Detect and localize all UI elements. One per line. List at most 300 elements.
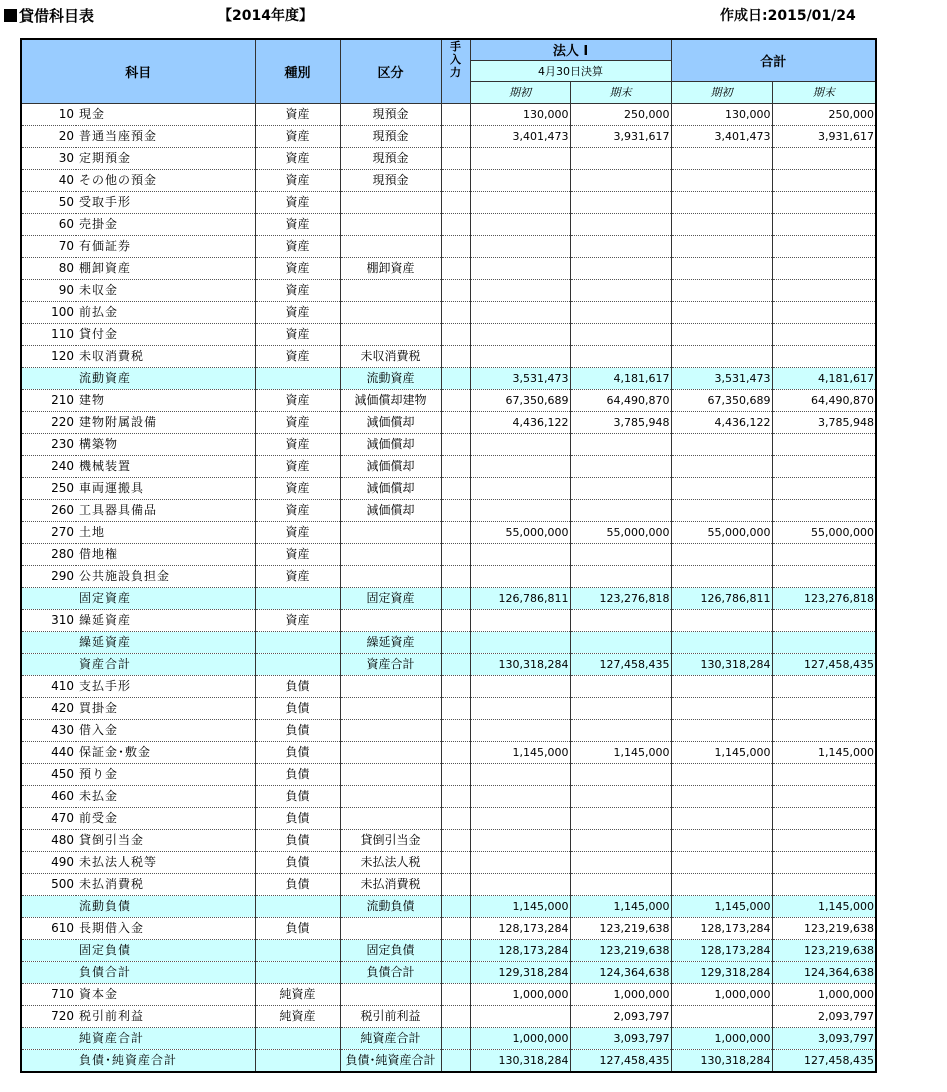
total-begin-value [671, 433, 772, 455]
table-row [21, 983, 876, 1005]
manual-input-cell[interactable] [441, 675, 470, 697]
corp-end-value [570, 829, 671, 851]
corp-end-value: 1,000,000 [570, 983, 671, 1005]
account-category: 未払法人税 [340, 851, 441, 873]
total-end-value [772, 301, 876, 323]
total-end-value [772, 631, 876, 653]
corp-begin-value [470, 785, 570, 807]
manual-input-cell[interactable] [441, 103, 470, 125]
manual-input-cell[interactable] [441, 917, 470, 939]
corp-begin-value: 1,145,000 [470, 895, 570, 917]
corp-begin-value: 55,000,000 [470, 521, 570, 543]
account-name: 固定負債 [76, 939, 255, 961]
total-end-value: 3,931,617 [772, 125, 876, 147]
table-row [21, 191, 876, 213]
total-begin-value [671, 543, 772, 565]
corp-begin-value [470, 455, 570, 477]
col-total-begin: 期初 [671, 81, 772, 103]
account-type: 負債 [255, 785, 340, 807]
table-row [21, 213, 876, 235]
account-type: 資産 [255, 213, 340, 235]
total-begin-value: 1,145,000 [671, 741, 772, 763]
corp-end-value: 1,145,000 [570, 741, 671, 763]
manual-input-cell[interactable] [441, 433, 470, 455]
table-row [21, 829, 876, 851]
manual-input-cell[interactable] [441, 499, 470, 521]
total-end-value: 55,000,000 [772, 521, 876, 543]
total-begin-value [671, 763, 772, 785]
account-code: 240 [21, 455, 76, 477]
account-category [340, 609, 441, 631]
account-category: 固定負債 [340, 939, 441, 961]
account-code: 80 [21, 257, 76, 279]
account-category: 貸倒引当金 [340, 829, 441, 851]
subtotal-row [21, 587, 876, 609]
corp-end-value: 127,458,435 [570, 653, 671, 675]
corp-begin-value [470, 213, 570, 235]
account-name: 土地 [76, 521, 255, 543]
manual-input-cell[interactable] [441, 301, 470, 323]
account-category: 繰延資産 [340, 631, 441, 653]
manual-input-cell[interactable] [441, 631, 470, 653]
col-end: 期末 [570, 81, 671, 103]
total-begin-value: 129,318,284 [671, 961, 772, 983]
total-end-value [772, 455, 876, 477]
total-begin-value [671, 807, 772, 829]
account-type: 負債 [255, 851, 340, 873]
corp-end-value: 3,785,948 [570, 411, 671, 433]
account-name: 未払法人税等 [76, 851, 255, 873]
account-category [340, 213, 441, 235]
account-name: 資本金 [76, 983, 255, 1005]
total-end-value [772, 565, 876, 587]
account-name: 税引前利益 [76, 1005, 255, 1027]
table-row [21, 103, 876, 125]
corp-begin-value: 1,000,000 [470, 983, 570, 1005]
total-end-value: 123,219,638 [772, 917, 876, 939]
total-begin-value [671, 631, 772, 653]
account-name: 繰延資産 [76, 631, 255, 653]
account-code [21, 1027, 76, 1049]
total-end-value [772, 235, 876, 257]
table-row [21, 257, 876, 279]
total-end-value [772, 147, 876, 169]
account-type: 資産 [255, 609, 340, 631]
account-type [255, 1027, 340, 1049]
corp-begin-value [470, 147, 570, 169]
corp-end-value [570, 235, 671, 257]
account-category [340, 697, 441, 719]
corp-end-value: 123,219,638 [570, 917, 671, 939]
total-begin-value: 1,000,000 [671, 1027, 772, 1049]
account-type: 純資産 [255, 1005, 340, 1027]
subtotal-row [21, 895, 876, 917]
account-category [340, 785, 441, 807]
account-category: 負債･純資産合計 [340, 1049, 441, 1072]
account-category: 減価償却 [340, 477, 441, 499]
account-code: 260 [21, 499, 76, 521]
account-category: 減価償却 [340, 499, 441, 521]
total-begin-value [671, 345, 772, 367]
corp-end-value: 2,093,797 [570, 1005, 671, 1027]
corp-begin-value: 1,145,000 [470, 741, 570, 763]
manual-input-cell[interactable] [441, 873, 470, 895]
manual-input-cell[interactable] [441, 235, 470, 257]
corp-begin-value [470, 433, 570, 455]
corp-begin-value [470, 235, 570, 257]
total-end-value [772, 191, 876, 213]
account-category [340, 543, 441, 565]
total-begin-value [671, 455, 772, 477]
account-name: 建物 [76, 389, 255, 411]
total-begin-value [671, 851, 772, 873]
account-name: 有価証券 [76, 235, 255, 257]
col-settlement: 4月30日決算 [470, 60, 671, 81]
total-end-value [772, 279, 876, 301]
account-category: 減価償却 [340, 433, 441, 455]
account-category: 流動資産 [340, 367, 441, 389]
corp-begin-value [470, 807, 570, 829]
account-name: 車両運搬具 [76, 477, 255, 499]
account-name: 未払消費税 [76, 873, 255, 895]
account-category: 現預金 [340, 169, 441, 191]
manual-input-cell[interactable] [441, 961, 470, 983]
account-code [21, 1049, 76, 1072]
account-category [340, 565, 441, 587]
total-begin-value [671, 279, 772, 301]
table-row [21, 477, 876, 499]
corp-begin-value [470, 279, 570, 301]
manual-input-cell[interactable] [441, 1027, 470, 1049]
total-end-value [772, 543, 876, 565]
account-name: その他の預金 [76, 169, 255, 191]
total-begin-value [671, 235, 772, 257]
total-begin-value [671, 191, 772, 213]
manual-input-cell[interactable] [441, 411, 470, 433]
corp-end-value [570, 455, 671, 477]
table-row [21, 279, 876, 301]
corp-begin-value [470, 543, 570, 565]
table-row [21, 785, 876, 807]
table-row [21, 499, 876, 521]
total-begin-value: 1,145,000 [671, 895, 772, 917]
total-begin-value [671, 169, 772, 191]
account-code: 610 [21, 917, 76, 939]
table-row [21, 917, 876, 939]
account-name: 未払金 [76, 785, 255, 807]
account-type: 資産 [255, 433, 340, 455]
account-type: 負債 [255, 807, 340, 829]
account-type: 資産 [255, 323, 340, 345]
corp-begin-value: 67,350,689 [470, 389, 570, 411]
corp-end-value [570, 807, 671, 829]
corp-end-value: 1,145,000 [570, 895, 671, 917]
total-begin-value [671, 675, 772, 697]
manual-input-cell[interactable] [441, 719, 470, 741]
corp-begin-value: 128,173,284 [470, 939, 570, 961]
manual-input-cell[interactable] [441, 455, 470, 477]
account-type [255, 367, 340, 389]
subtotal-row [21, 961, 876, 983]
table-row [21, 323, 876, 345]
account-code: 490 [21, 851, 76, 873]
total-end-value: 250,000 [772, 103, 876, 125]
manual-input-cell[interactable] [441, 389, 470, 411]
account-code: 440 [21, 741, 76, 763]
account-category [340, 763, 441, 785]
account-code: 90 [21, 279, 76, 301]
account-category: 現預金 [340, 103, 441, 125]
table-row [21, 565, 876, 587]
manual-input-cell[interactable] [441, 609, 470, 631]
account-type: 資産 [255, 257, 340, 279]
corp-end-value: 124,364,638 [570, 961, 671, 983]
account-code: 120 [21, 345, 76, 367]
total-begin-value [671, 609, 772, 631]
total-begin-value: 3,401,473 [671, 125, 772, 147]
table-row [21, 301, 876, 323]
manual-input-cell[interactable] [441, 367, 470, 389]
account-type [255, 587, 340, 609]
account-category: 減価償却 [340, 455, 441, 477]
account-code: 270 [21, 521, 76, 543]
corp-end-value: 127,458,435 [570, 1049, 671, 1072]
account-type: 資産 [255, 345, 340, 367]
account-name: 流動資産 [76, 367, 255, 389]
total-begin-value [671, 499, 772, 521]
square-bullet-icon [4, 9, 17, 22]
total-end-value [772, 763, 876, 785]
subtotal-row [21, 631, 876, 653]
manual-input-cell[interactable] [441, 521, 470, 543]
total-end-value: 1,000,000 [772, 983, 876, 1005]
manual-input-cell[interactable] [441, 1049, 470, 1072]
total-end-value: 127,458,435 [772, 653, 876, 675]
corp-begin-value [470, 851, 570, 873]
manual-input-cell[interactable] [441, 939, 470, 961]
account-code: 290 [21, 565, 76, 587]
col-corp-name: 法人 Ⅰ [470, 39, 671, 60]
account-name: 棚卸資産 [76, 257, 255, 279]
account-code [21, 653, 76, 675]
corp-begin-value: 130,318,284 [470, 1049, 570, 1072]
account-name: 前払金 [76, 301, 255, 323]
corp-end-value [570, 631, 671, 653]
corp-begin-value [470, 609, 570, 631]
corp-end-value: 55,000,000 [570, 521, 671, 543]
account-category: 資産合計 [340, 653, 441, 675]
corp-end-value [570, 477, 671, 499]
manual-input-cell[interactable] [441, 653, 470, 675]
account-code: 30 [21, 147, 76, 169]
total-end-value [772, 213, 876, 235]
manual-input-cell[interactable] [441, 895, 470, 917]
account-category: 流動負債 [340, 895, 441, 917]
corp-end-value [570, 301, 671, 323]
manual-input-cell[interactable] [441, 763, 470, 785]
account-category [340, 983, 441, 1005]
corp-begin-value: 1,000,000 [470, 1027, 570, 1049]
corp-begin-value [470, 477, 570, 499]
account-name: 長期借入金 [76, 917, 255, 939]
col-manual-input: 手 入 力 [441, 39, 470, 103]
manual-input-cell[interactable] [441, 323, 470, 345]
table-row [21, 235, 876, 257]
corp-begin-value: 128,173,284 [470, 917, 570, 939]
account-name: 建物附属設備 [76, 411, 255, 433]
manual-input-cell[interactable] [441, 565, 470, 587]
total-begin-value: 126,786,811 [671, 587, 772, 609]
corp-begin-value: 129,318,284 [470, 961, 570, 983]
manual-input-cell[interactable] [441, 257, 470, 279]
total-begin-value: 130,318,284 [671, 1049, 772, 1072]
account-type: 純資産 [255, 983, 340, 1005]
corp-begin-value: 126,786,811 [470, 587, 570, 609]
balance-sheet-table [20, 38, 877, 1073]
account-category: 負債合計 [340, 961, 441, 983]
account-type: 負債 [255, 697, 340, 719]
table-row [21, 521, 876, 543]
account-category: 現預金 [340, 125, 441, 147]
account-type [255, 939, 340, 961]
manual-input-cell[interactable] [441, 147, 470, 169]
account-code: 410 [21, 675, 76, 697]
total-end-value [772, 345, 876, 367]
table-row [21, 851, 876, 873]
account-name: 流動負債 [76, 895, 255, 917]
account-name: 貸倒引当金 [76, 829, 255, 851]
manual-input-cell[interactable] [441, 807, 470, 829]
table-row [21, 763, 876, 785]
total-end-value [772, 851, 876, 873]
manual-input-cell[interactable] [441, 213, 470, 235]
total-begin-value [671, 873, 772, 895]
manual-input-cell[interactable] [441, 477, 470, 499]
manual-input-cell[interactable] [441, 587, 470, 609]
manual-input-cell[interactable] [441, 125, 470, 147]
account-code: 50 [21, 191, 76, 213]
corp-end-value [570, 345, 671, 367]
total-begin-value: 55,000,000 [671, 521, 772, 543]
total-begin-value [671, 323, 772, 345]
account-code [21, 895, 76, 917]
corp-begin-value [470, 191, 570, 213]
corp-end-value [570, 499, 671, 521]
account-code: 100 [21, 301, 76, 323]
account-code: 110 [21, 323, 76, 345]
manual-input-cell[interactable] [441, 983, 470, 1005]
total-end-value [772, 719, 876, 741]
corp-end-value: 123,219,638 [570, 939, 671, 961]
account-name: 工具器具備品 [76, 499, 255, 521]
table-row [21, 1005, 876, 1027]
total-end-value [772, 323, 876, 345]
subtotal-row [21, 653, 876, 675]
col-type: 種別 [255, 39, 340, 103]
account-type: 資産 [255, 125, 340, 147]
total-begin-value [671, 565, 772, 587]
manual-input-cell[interactable] [441, 191, 470, 213]
total-begin-value [671, 147, 772, 169]
account-category [340, 323, 441, 345]
total-begin-value: 3,531,473 [671, 367, 772, 389]
total-end-value [772, 697, 876, 719]
account-code: 720 [21, 1005, 76, 1027]
account-name: 構築物 [76, 433, 255, 455]
table-row [21, 675, 876, 697]
account-category: 減価償却 [340, 411, 441, 433]
total-begin-value [671, 785, 772, 807]
corp-begin-value [470, 697, 570, 719]
table-row [21, 411, 876, 433]
manual-input-cell[interactable] [441, 785, 470, 807]
corp-end-value [570, 609, 671, 631]
total-begin-value [671, 213, 772, 235]
account-name: 貸付金 [76, 323, 255, 345]
account-type: 資産 [255, 411, 340, 433]
account-category: 未払消費税 [340, 873, 441, 895]
total-end-value: 3,093,797 [772, 1027, 876, 1049]
account-type [255, 895, 340, 917]
col-total: 合計 [671, 39, 876, 81]
corp-end-value [570, 323, 671, 345]
account-category: 未収消費税 [340, 345, 441, 367]
account-type: 負債 [255, 675, 340, 697]
corp-end-value: 3,093,797 [570, 1027, 671, 1049]
manual-input-cell[interactable] [441, 543, 470, 565]
corp-begin-value [470, 301, 570, 323]
account-type: 負債 [255, 917, 340, 939]
manual-input-cell[interactable] [441, 829, 470, 851]
total-end-value: 1,145,000 [772, 895, 876, 917]
manual-input-cell[interactable] [441, 169, 470, 191]
corp-end-value [570, 873, 671, 895]
account-code: 470 [21, 807, 76, 829]
manual-input-cell[interactable] [441, 1005, 470, 1027]
corp-end-value [570, 147, 671, 169]
total-begin-value: 4,436,122 [671, 411, 772, 433]
account-code: 10 [21, 103, 76, 125]
corp-end-value [570, 191, 671, 213]
manual-input-cell[interactable] [441, 345, 470, 367]
total-begin-value: 1,000,000 [671, 983, 772, 1005]
account-type [255, 1049, 340, 1072]
account-category [340, 279, 441, 301]
manual-input-cell[interactable] [441, 279, 470, 301]
total-begin-value [671, 257, 772, 279]
manual-input-cell[interactable] [441, 851, 470, 873]
account-code: 40 [21, 169, 76, 191]
manual-input-cell[interactable] [441, 741, 470, 763]
account-name: 機械装置 [76, 455, 255, 477]
total-begin-value: 130,000 [671, 103, 772, 125]
corp-end-value [570, 279, 671, 301]
account-code [21, 631, 76, 653]
account-name: 未収消費税 [76, 345, 255, 367]
total-end-value: 64,490,870 [772, 389, 876, 411]
account-category: 棚卸資産 [340, 257, 441, 279]
manual-input-cell[interactable] [441, 697, 470, 719]
account-type: 資産 [255, 103, 340, 125]
corp-begin-value [470, 169, 570, 191]
total-end-value [772, 675, 876, 697]
total-end-value [772, 477, 876, 499]
subtotal-row [21, 1027, 876, 1049]
total-end-value [772, 829, 876, 851]
account-type: 資産 [255, 499, 340, 521]
col-subject: 科目 [21, 39, 255, 103]
corp-end-value [570, 257, 671, 279]
